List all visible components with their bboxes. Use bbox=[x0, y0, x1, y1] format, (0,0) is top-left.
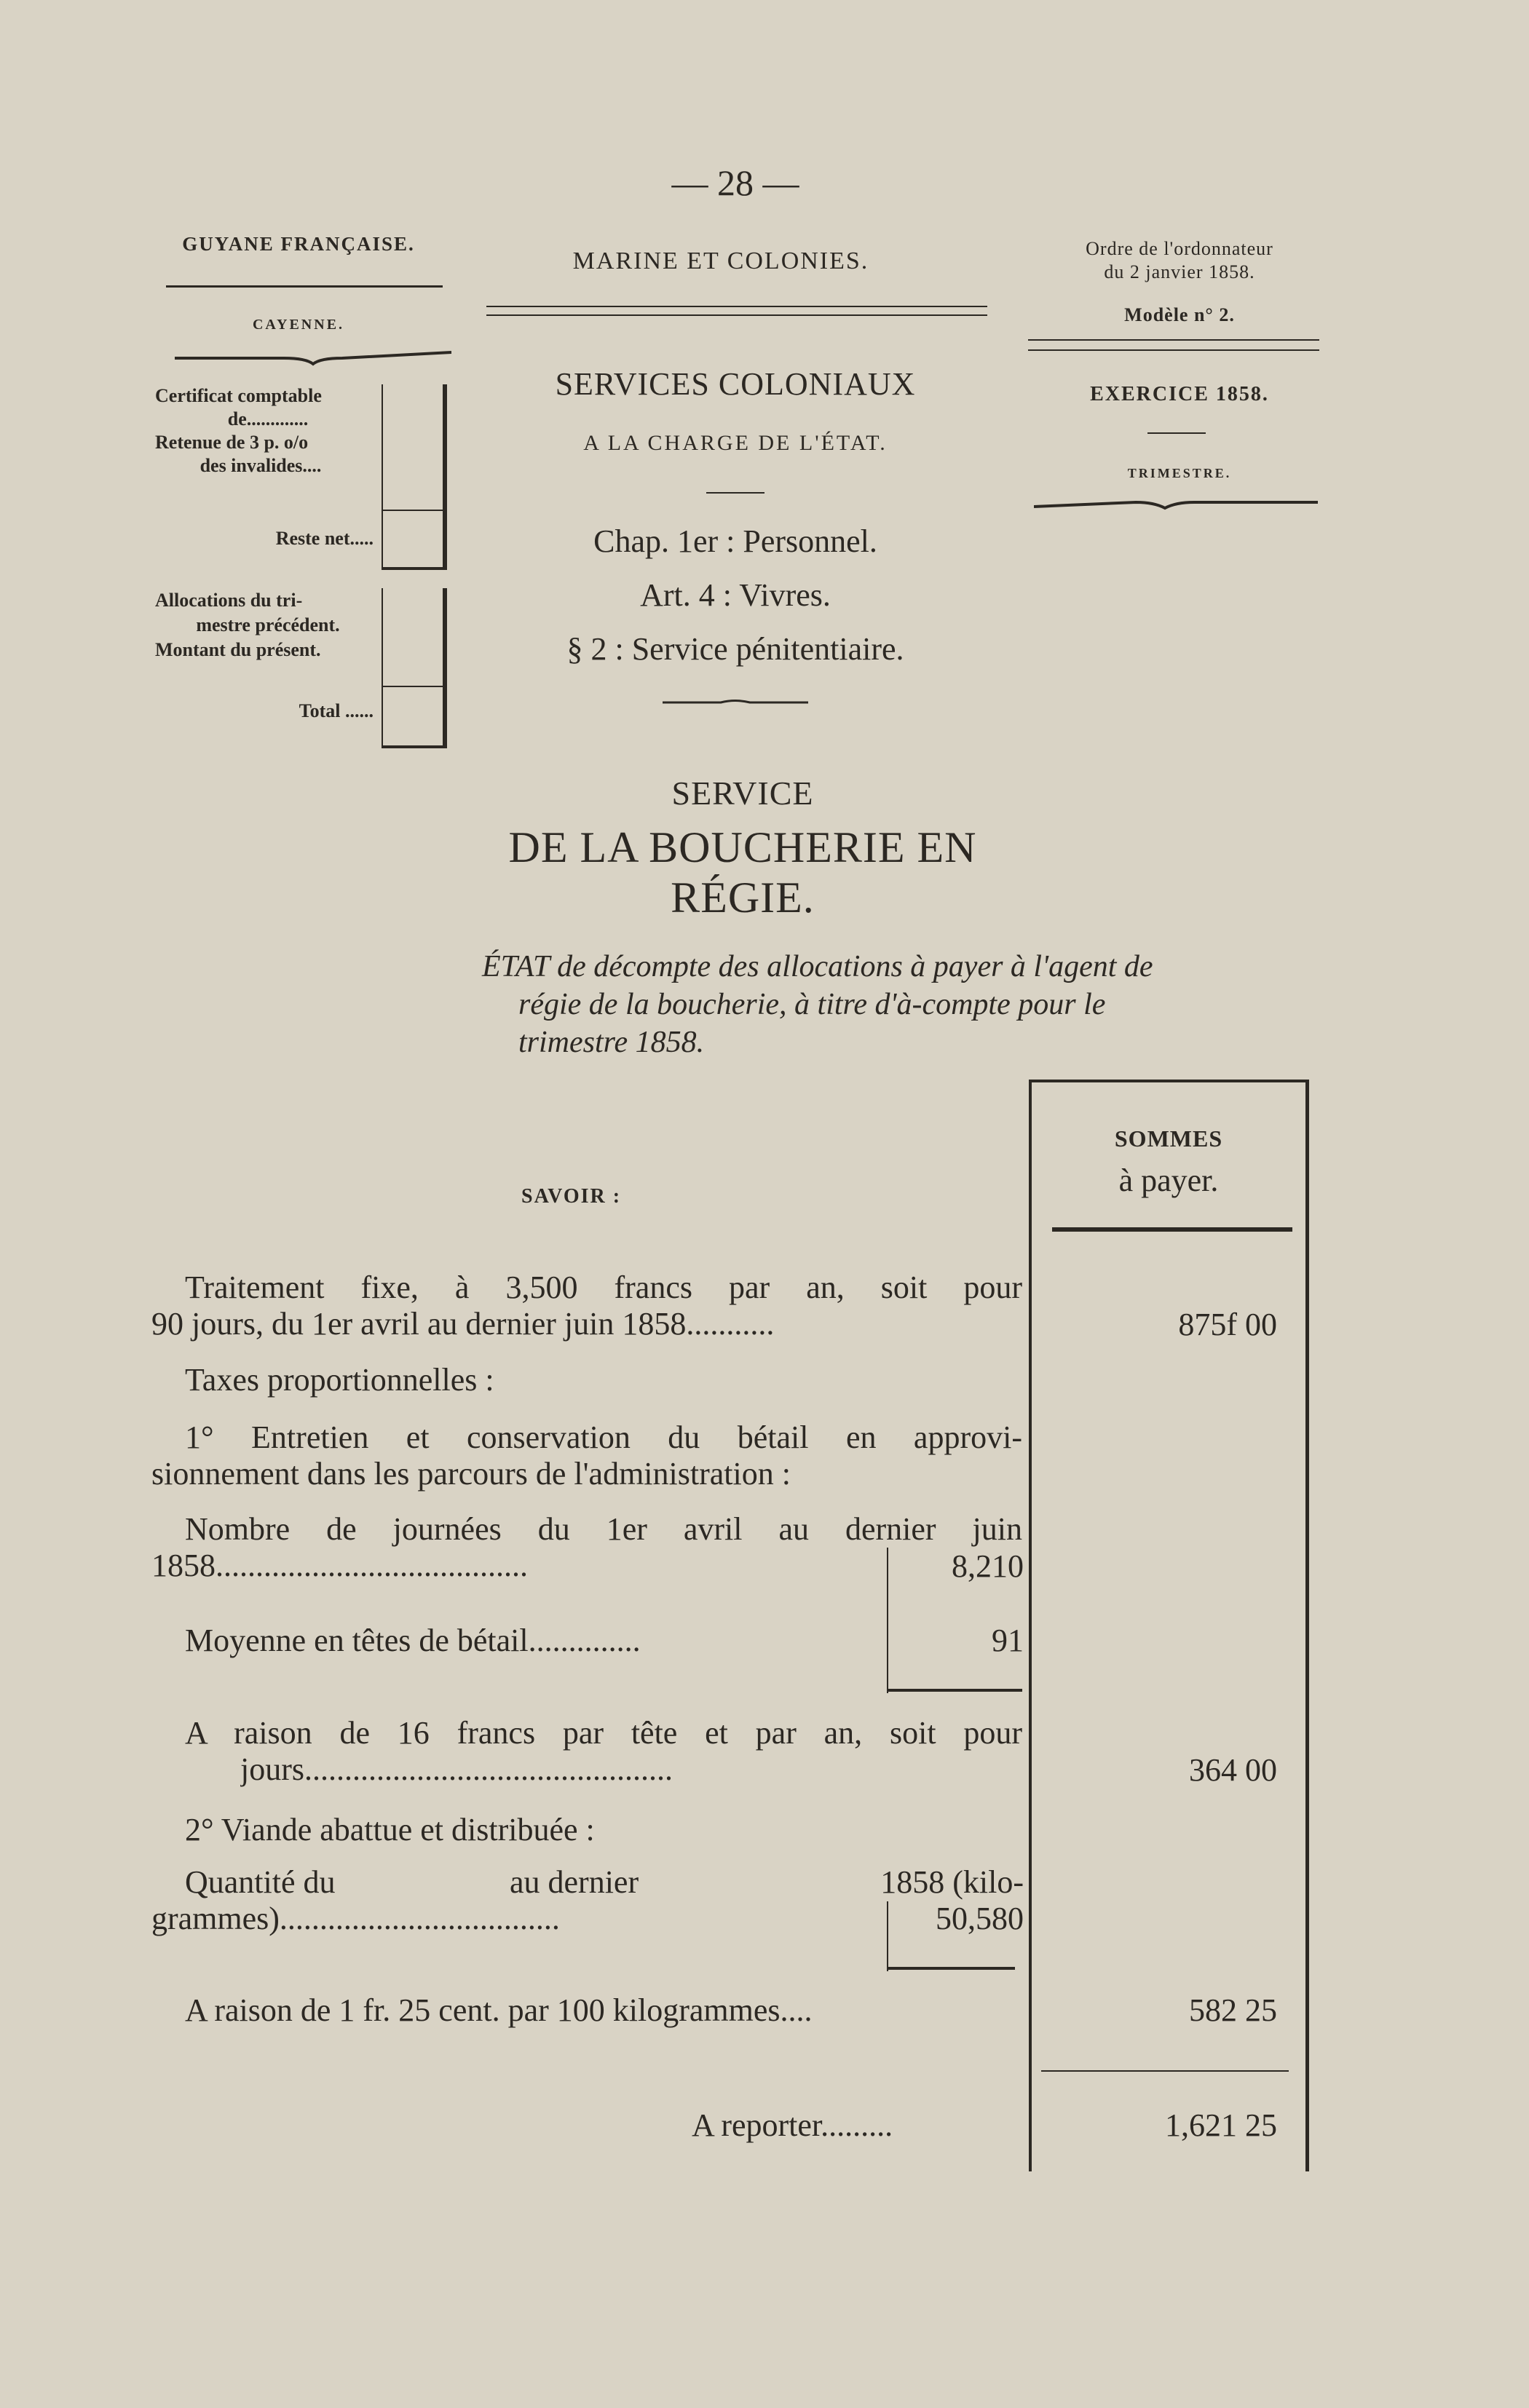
bracket1-left bbox=[382, 384, 383, 570]
allocations-line1: Allocations du tri- bbox=[155, 590, 303, 611]
center-ornament bbox=[663, 697, 808, 708]
charge-rule bbox=[706, 492, 764, 494]
total-label: Total ...... bbox=[299, 700, 374, 721]
bracket2-mid bbox=[382, 686, 446, 687]
inner-bracket1-bottom bbox=[887, 1689, 1022, 1692]
moyenne-label: Moyenne en têtes de bétail.............. bbox=[185, 1623, 641, 1658]
sums-total-rule bbox=[1041, 2070, 1289, 2072]
intro-line3: trimestre 1858. bbox=[518, 1026, 705, 1059]
ornament-right bbox=[1034, 496, 1318, 511]
moyenne-value: 91 bbox=[992, 1623, 1024, 1658]
main-title-line1: SERVICE bbox=[671, 775, 814, 812]
journees-value: 8,210 bbox=[952, 1548, 1024, 1584]
bracket2-bottom bbox=[382, 745, 447, 748]
sums-header-rule bbox=[1052, 1227, 1292, 1232]
sommes-header: SOMMES bbox=[1114, 1125, 1223, 1152]
savoir-label: SAVOIR : bbox=[521, 1185, 622, 1208]
bracket1-right bbox=[443, 384, 447, 570]
traitement-amount: 875f 00 bbox=[1178, 1307, 1277, 1342]
bracket1-bottom bbox=[382, 567, 447, 570]
raison16-amount: 364 00 bbox=[1189, 1752, 1277, 1788]
raison125-amount: 582 25 bbox=[1189, 1992, 1277, 2028]
services-title: SERVICES COLONIAUX bbox=[555, 366, 916, 402]
order-line1: Ordre de l'ordonnateur bbox=[1086, 238, 1273, 259]
inner-bracket2-left bbox=[887, 1901, 888, 1971]
sums-right-border bbox=[1305, 1080, 1309, 2171]
intro-paragraph bbox=[482, 948, 1341, 1061]
certificat-line1: Certificat comptable bbox=[155, 385, 322, 406]
inner-bracket1-left bbox=[887, 1548, 888, 1693]
bracket2-right bbox=[443, 588, 447, 748]
entretien-line2: sionnement dans les parcours de l'administration : bbox=[151, 1456, 791, 1492]
retenue-line1: Retenue de 3 p. o/o bbox=[155, 432, 309, 453]
reporter-label: A reporter......... bbox=[692, 2107, 893, 2143]
paragraph-line: § 2 : Service pénitentiaire. bbox=[566, 631, 904, 667]
quantite-part1: Quantité du bbox=[185, 1864, 336, 1900]
raison16-row bbox=[185, 1715, 1022, 1788]
a-payer-header: à payer. bbox=[1118, 1163, 1219, 1198]
certificat-line2: de............. bbox=[227, 408, 309, 429]
inner-bracket2-bottom bbox=[887, 1967, 1015, 1970]
page-number: — 28 — bbox=[671, 162, 799, 203]
ministry-title: MARINE ET COLONIES. bbox=[572, 247, 869, 274]
taxes-heading: Taxes proportionnelles : bbox=[185, 1362, 494, 1398]
intro-line1: ÉTAT de décompte des allocations à payer à l'agent de bbox=[482, 950, 1153, 983]
raison16-line2: jours.............................................. bbox=[240, 1751, 673, 1787]
quantite-line2: grammes)................................... bbox=[151, 1901, 560, 1936]
sums-left-border bbox=[1029, 1080, 1032, 2171]
reste-net-label: Reste net..... bbox=[275, 528, 374, 549]
right-rule-1 bbox=[1028, 339, 1319, 341]
traitement-row bbox=[151, 1270, 1022, 1342]
traitement-line2: 90 jours, du 1er avril au dernier juin 1858........... bbox=[151, 1306, 775, 1342]
charge-subtitle: A LA CHARGE DE L'ÉTAT. bbox=[583, 431, 888, 455]
quarter-label: TRIMESTRE. bbox=[1127, 466, 1232, 480]
city-name: CAYENNE. bbox=[252, 317, 345, 333]
intro-line2: régie de la boucherie, à titre d'à-compte pour le bbox=[518, 988, 1106, 1021]
allocations-line2: mestre précédent. bbox=[196, 614, 340, 635]
model-number: Modèle n° 2. bbox=[1124, 304, 1235, 325]
quantite-part2: au dernier bbox=[510, 1864, 639, 1900]
journees-line2: 1858....................................... bbox=[151, 1548, 528, 1583]
ornament-left bbox=[175, 349, 451, 367]
order-line2: du 2 janvier 1858. bbox=[1104, 261, 1255, 282]
traitement-line1: Traitement fixe, à 3,500 francs par an, soit pour bbox=[185, 1270, 1022, 1305]
colony-underline bbox=[166, 285, 443, 288]
allocations-block bbox=[155, 588, 381, 662]
certificat-block bbox=[155, 384, 381, 478]
ministry-rule-2 bbox=[486, 314, 987, 316]
sums-top-border bbox=[1029, 1080, 1308, 1082]
chapter-line: Chap. 1er : Personnel. bbox=[593, 523, 877, 559]
reporter-amount: 1,621 25 bbox=[1165, 2107, 1277, 2143]
ministry-rule-1 bbox=[486, 306, 987, 307]
order-block bbox=[1019, 237, 1340, 284]
article-line: Art. 4 : Vivres. bbox=[640, 577, 831, 613]
quantite-part3: 1858 (kilo- bbox=[880, 1864, 1024, 1900]
colony-name: GUYANE FRANÇAISE. bbox=[182, 233, 415, 255]
viande-heading: 2° Viande abattue et distribuée : bbox=[185, 1812, 595, 1847]
exercise-label: EXERCICE 1858. bbox=[1090, 383, 1269, 405]
raison125-label: A raison de 1 fr. 25 cent. par 100 kilogrammes.... bbox=[185, 1992, 813, 2028]
entretien-row bbox=[151, 1419, 1022, 1492]
bracket2-left bbox=[382, 588, 383, 748]
retenue-line2: des invalides.... bbox=[199, 455, 322, 476]
entretien-line1: 1° Entretien et conservation du bétail en approvi- bbox=[185, 1419, 1022, 1455]
quantite-value: 50,580 bbox=[936, 1901, 1024, 1936]
journees-line1: Nombre de journées du 1er avril au dernier juin bbox=[185, 1511, 1022, 1547]
main-title-line2: DE LA BOUCHERIE EN RÉGIE. bbox=[508, 823, 977, 922]
bracket1-mid bbox=[382, 510, 446, 511]
montant-present: Montant du présent. bbox=[155, 639, 321, 660]
exercise-rule bbox=[1147, 432, 1206, 434]
raison16-line1: A raison de 16 francs par tête et par an, soit pour bbox=[185, 1715, 1022, 1751]
right-rule-2 bbox=[1028, 349, 1319, 351]
